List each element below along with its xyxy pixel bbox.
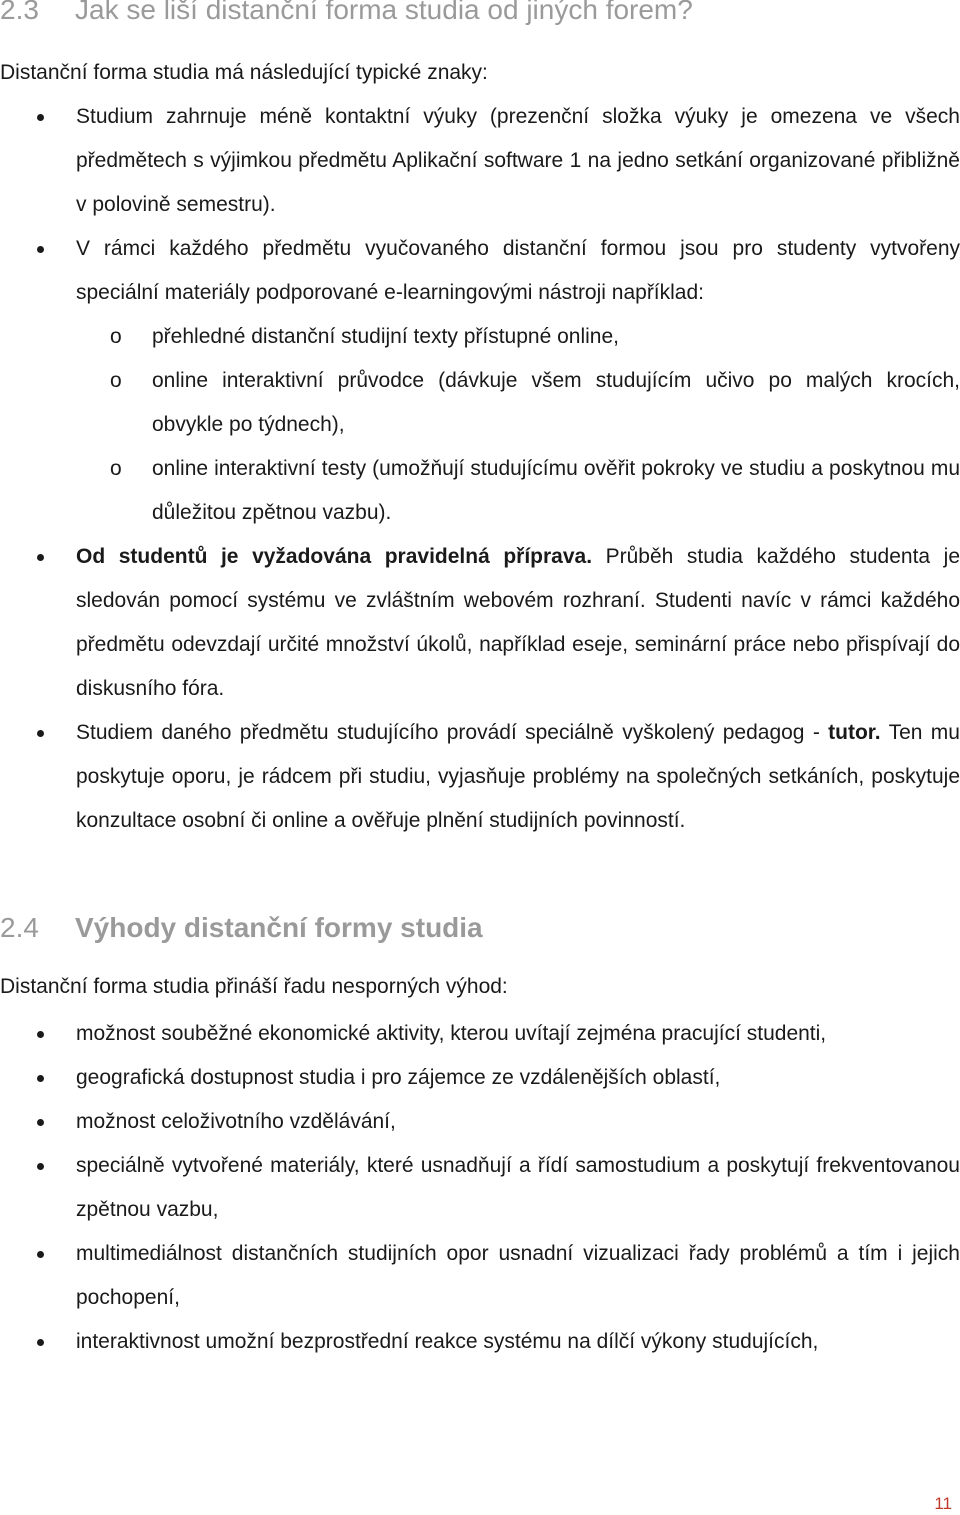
section-number: 2.3 [0,0,39,25]
sub-list-item [76,447,960,535]
bullet-icon [37,1119,44,1126]
list-item-text: možnost souběžné ekonomické aktivity, kterou uvítají zejména pracující studenti, [76,1022,827,1045]
list-item-bold-text: Od studentů je vyžadována pravidelná příprava. [76,545,593,568]
list-item-text: Ten mu poskytuje oporu, je rádcem při studiu, vyjasňuje problémy na společných setkáních, poskytuje konzultace osobní či online a ověřuje plnění studijních povinností. [76,721,960,832]
list-item-text: Průběh studia každého studenta je sledován pomocí systému ve zvláštním webovém rozhraní. Studenti navíc v rámci každého předmětu odevzdají určité množství úkolů, například eseje, seminární práce nebo přispívají do diskusního fóra. [76,545,960,700]
section-title: Jak se liší distanční forma studia od jiných forem? [75,0,693,25]
circle-bullet-icon: o [110,457,122,480]
list-item-text: speciálně vytvořené materiály, které usnadňují a řídí samostudium a poskytují frekventovanou zpětnou vazbu, [76,1154,960,1221]
section-title: Výhody distanční formy studia [75,912,483,943]
bullet-icon [37,1251,44,1258]
list-item [0,1056,960,1100]
list-item [0,95,960,227]
section-intro: Distanční forma studia má následující typické znaky: [0,61,488,84]
bullet-icon [37,1339,44,1346]
section-heading-2-4 [0,912,483,944]
bullet-icon [37,554,44,561]
bullet-list-2-3 [0,95,960,843]
sub-list [76,315,960,535]
list-item-text: V rámci každého předmětu vyučovaného distanční formou jsou pro studenty vytvořeny speciální materiály podporované e-learningovými nástroji například: [76,237,960,304]
bullet-icon [37,114,44,121]
bullet-icon [37,1075,44,1082]
list-item [0,1320,960,1364]
list-item [0,1100,960,1144]
sub-list-item [76,359,960,447]
list-item [0,535,960,711]
section-intro: Distanční forma studia přináší řadu nesporných výhod: [0,975,508,998]
list-item [0,227,960,535]
sub-list-item [76,315,960,359]
list-item [0,1232,960,1320]
list-item-text: možnost celoživotního vzdělávání, [76,1110,396,1133]
bullet-icon [37,730,44,737]
list-item-text: Studium zahrnuje méně kontaktní výuky (prezenční složka výuky je omezena ve všech předmětech s výjimkou předmětu Aplikační software 1 na jedno setkání organizované přibližně v polovině semestru). [76,105,960,216]
page-number: 11 [934,1494,952,1513]
list-item [0,711,960,843]
bullet-list-2-4 [0,1012,960,1364]
sub-list-item-text: přehledné distanční studijní texty přístupné online, [152,325,619,348]
list-item [0,1012,960,1056]
list-item-bold-text: tutor. [828,721,881,744]
sub-list-item-text: online interaktivní testy (umožňují studujícímu ověřit pokroky ve studiu a poskytnou mu důležitou zpětnou vazbu). [152,457,960,524]
bullet-icon [37,246,44,253]
list-item-text-before: Studiem daného předmětu studujícího provádí speciálně vyškolený pedagog - [76,721,829,744]
circle-bullet-icon: o [110,325,122,348]
bullet-icon [37,1031,44,1038]
list-item-text: geografická dostupnost studia i pro zájemce ze vzdálenějších oblastí, [76,1066,721,1089]
circle-bullet-icon: o [110,369,122,392]
section-heading-2-3 [0,0,693,26]
list-item-text: interaktivnost umožní bezprostřední reakce systému na dílčí výkony studujících, [76,1330,819,1353]
list-item [0,1144,960,1232]
sub-list-item-text: online interaktivní průvodce (dávkuje všem studujícím učivo po malých krocích, obvykle po týdnech), [152,369,960,436]
section-number: 2.4 [0,912,39,943]
list-item-text: multimediálnost distančních studijních opor usnadní vizualizaci řady problémů a tím i jejich pochopení, [76,1242,960,1309]
bullet-icon [37,1163,44,1170]
